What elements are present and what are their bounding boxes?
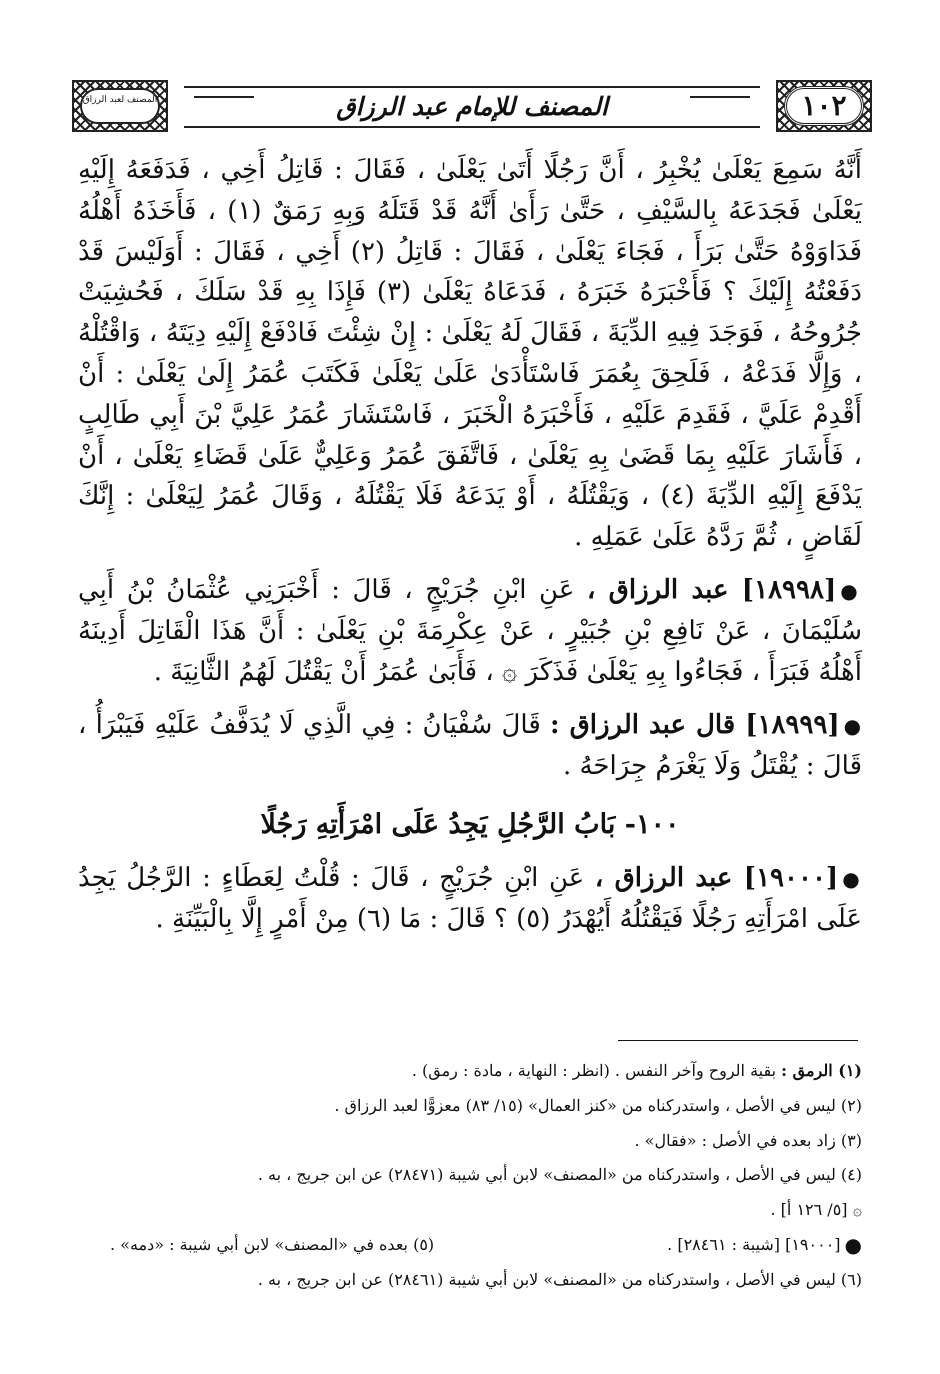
hadith-18999-text: قَالَ سُفْيَانُ : فِي الَّذِي لَا يُدَفَّفُ عَلَيْهِ فَيَبْرَأُ ، قَالَ : يُقْتَلُ وَلَا يَغْرَمُ جِرَاحَهُ . bbox=[78, 709, 862, 782]
bullet-icon: ● bbox=[844, 1233, 862, 1258]
main-text bbox=[78, 150, 862, 940]
footnote-3: (٣) زاد بعده في الأصل : «فقال» . bbox=[634, 1130, 862, 1150]
ref-19000 bbox=[667, 1228, 862, 1263]
bullet-icon: ● bbox=[840, 578, 863, 603]
header-title-band bbox=[184, 86, 760, 128]
footnote-4: (٤) ليس في الأصل ، واستدركناه من «المصنف» لابن أبي شيبة (٢٨٤٧١) عن ابن جريج ، به . bbox=[257, 1165, 862, 1185]
chapter-title: ١٠٠- بَابُ الرَّجُلِ يَجِدُ عَلَى امْرَأَتِهِ رَجُلًا bbox=[260, 809, 680, 841]
footnote-6: (٦) ليس في الأصل ، واستدركناه من «المصنف» لابن أبي شيبة (٢٨٤٦١) عن ابن جريج ، به . bbox=[257, 1269, 862, 1289]
hadith-19000-label: [١٩٠٠٠] عبد الرزاق ، bbox=[594, 862, 839, 893]
ref-19000-text: [١٩٠٠٠] [شيبة : ٢٨٤٦١] . bbox=[667, 1234, 841, 1254]
hadith-18999-label: [١٨٩٩٩] قال عبد الرزاق : bbox=[550, 709, 840, 740]
footnote-2: (٢) ليس في الأصل ، واستدركناه من «كنز العمال» (١٥/ ٨٣) معزوًّا لعبد الرزاق . bbox=[334, 1095, 862, 1115]
page-number: ١٠٢ bbox=[784, 86, 864, 126]
hadith-18998-label: [١٨٩٩٨] عبد الرزاق ، bbox=[586, 574, 837, 605]
footnote-separator bbox=[618, 1040, 858, 1041]
hadith-18998 bbox=[78, 570, 862, 693]
footnote-1 bbox=[110, 1054, 862, 1089]
page-header bbox=[72, 76, 872, 138]
footnote-1-label: (١) الرمق : bbox=[781, 1061, 862, 1080]
bullet-icon: ● bbox=[842, 866, 862, 891]
footnote-row-5 bbox=[110, 1228, 862, 1263]
header-ornament-right bbox=[776, 80, 872, 132]
header-ornament-left bbox=[72, 80, 168, 132]
header-logo: المصنف لعبد الرزاق bbox=[80, 88, 160, 124]
continuation-paragraph: أَنَّهُ سَمِعَ يَعْلَىٰ يُخْبِرُ ، أَنَّ رَجُلًا أَتَىٰ يَعْلَىٰ ، فَقَالَ : قَاتِلُ أَخِي ، فَدَفَعَهُ إِلَيْهِ يَعْلَىٰ فَجَدَعَهُ بِالسَّيْفِ ، حَتَّىٰ رَأَىٰ أَنَّهُ قَدْ قَتَلَهُ وَبِهِ رَمَقٌ (١) ، فَأَخَذَهُ أَهْلُهُ فَدَاوَوْهُ حَتَّىٰ بَرَأَ ، فَجَاءَ يَعْلَىٰ ، فَقَالَ : قَاتِلُ (٢) أَخِي ، فَقَالَ : أَوَلَيْسَ قَدْ دَفَعْتُهُ إِلَيْكَ ؟ فَأَخْبَرَهُ خَبَرَهُ ، فَدَعَاهُ يَعْلَىٰ (٣) فَإِذَا بِهِ قَدْ سَلَكَ ، فَحُشِيَتْ جُرُوحُهُ ، فَوَجَدَ فِيهِ الدِّيَةَ ، فَقَالَ لَهُ يَعْلَىٰ : إِنْ شِئْتَ فَادْفَعْ إِلَيْهِ دِيَتَهُ ، وَاقْتُلْهُ ، وَإِلَّا فَدَعْهُ ، فَلَحِقَ بِعُمَرَ فَاسْتَأْدَىٰ عَلَىٰ يَعْلَىٰ فَكَتَبَ عُمَرُ إِلَىٰ يَعْلَىٰ : أَنْ أَقْدِمْ عَلَيَّ ، فَقَدِمَ عَلَيْهِ ، فَأَخْبَرَهُ الْخَبَرَ ، فَاسْتَشَارَ عُمَرُ عَلِيَّ بْنَ أَبِي طَالِبٍ ، فَأَشَارَ عَلَيْهِ بِمَا قَضَىٰ بِهِ يَعْلَىٰ ، فَاتَّفَقَ عُمَرُ وَعَلِيٌّ عَلَىٰ قَضَاءِ يَعْلَىٰ ، أَنْ يَدْفَعَ إِلَيْهِ الدِّيَةَ (٤) ، وَيَقْتُلَهُ ، أَوْ يَدَعَهُ فَلَا يَقْتُلَهُ ، وَقَالَ عُمَرُ لِيَعْلَىٰ : إِنَّكَ لَقَاضٍ ، ثُمَّ رَدَّهُ عَلَىٰ عَمَلِهِ . bbox=[78, 155, 862, 553]
hadith-18999 bbox=[78, 705, 862, 787]
hadith-19000-text: عَنِ ابْنِ جُرَيْجٍ ، قَالَ : قُلْتُ لِعَطَاءٍ : الرَّجُلُ يَجِدُ عَلَى امْرَأَتِهِ رَجُلًا فَيَقْتُلُهُ أَيُهْدَرُ (٥) ؟ قَالَ : مَا (٦) مِنْ أَمْرٍ إِلَّا بِالْبَيِّنَةِ . bbox=[78, 862, 862, 935]
header-title: المصنف للإمام عبد الرزاق bbox=[336, 92, 608, 121]
footnote-5: (٥) بعده في «المصنف» لابن أبي شيبة : «دمه» . bbox=[110, 1234, 435, 1254]
bullet-icon: ● bbox=[843, 713, 863, 738]
hadith-18998-text: عَنِ ابْنِ جُرَيْجٍ ، قَالَ : أَخْبَرَنِي عُثْمَانُ بْنُ أَبِي سُلَيْمَانَ ، عَنْ نَافِعِ بْنِ جُبَيْرٍ ، عَنْ عِكْرِمَةَ بْنِ يَعْلَىٰ : أَنَّ هَذَا الْقَاتِلَ أَدِينَهُ أَهْلُهُ فَبَرَأَ ، فَجَاءُوا بِهِ يَعْلَىٰ فَذَكَرَ ۞ ، فَأَبَىٰ عُمَرُ أَنْ يَقْتُلَ لَهُمُ الثَّانِيَةَ . bbox=[78, 574, 862, 688]
hadith-19000 bbox=[78, 858, 862, 940]
folio-note: ۞ [٥/ ١٢٦ أ] . bbox=[770, 1200, 862, 1220]
footnotes bbox=[110, 1054, 862, 1298]
footnote-1-text: بقية الروح وآخر النفس . (انظر : النهاية ، مادة : رمق) . bbox=[411, 1061, 777, 1080]
